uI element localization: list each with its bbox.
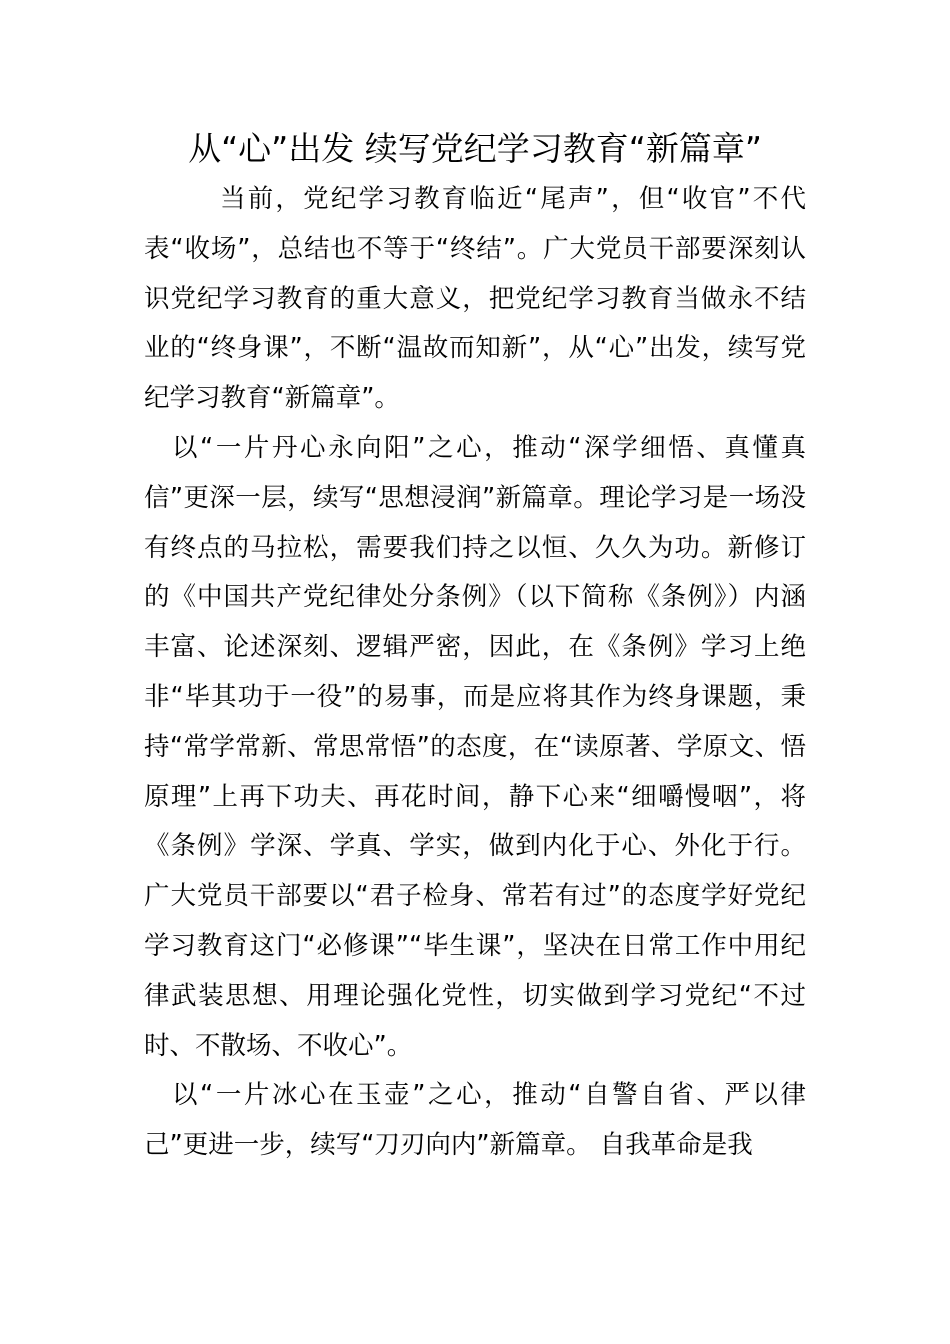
document-page	[144, 126, 806, 1171]
paragraph-self-revolution: 以“一片冰心在玉壶”之心，推动“自警自省、严以律己”更进一步，续写“刀刃向内”新篇章。 自我革命是我	[144, 1080, 806, 1161]
document-body	[144, 175, 806, 1171]
paragraph-intro: 当前，党纪学习教育临近“尾声”，但“收官”不代表“收场”，总结也不等于“终结”。广大党员干部要深刻认识党纪学习教育的重大意义，把党纪学习教育当做永不结业的“终身课”，不断“温故而知新”，从“心”出发，续写党纪学习教育“新篇章”。	[144, 184, 806, 414]
paragraph-theory-study: 以“一片丹心永向阳”之心，推动“深学细悟、真懂真信”更深一层，续写“思想浸润”新篇章。理论学习是一场没有终点的马拉松，需要我们持之以恒、久久为功。新修订的《中国共产党纪律处分条例》（以下简称《条例》）内涵丰富、论述深刻、逻辑严密，因此，在《条例》学习上绝非“毕其功于一役”的易事，而是应将其作为终身课题，秉持“常学常新、常思常悟”的态度，在“读原著、学原文、悟原理”上再下功夫、再花时间，静下心来“细嚼慢咽”，将《条例》学深、学真、学实，做到内化于心、外化于行。广大党员干部要以“君子检身、常若有过”的态度学好党纪学习教育这门“必修课”“毕生课”，坚决在日常工作中用纪律武装思想、用理论强化党性，切实做到学习党纪“不过时、不散场、不收心”。	[144, 432, 806, 1061]
document-title: 从“心”出发 续写党纪学习教育“新篇章”	[188, 129, 762, 168]
